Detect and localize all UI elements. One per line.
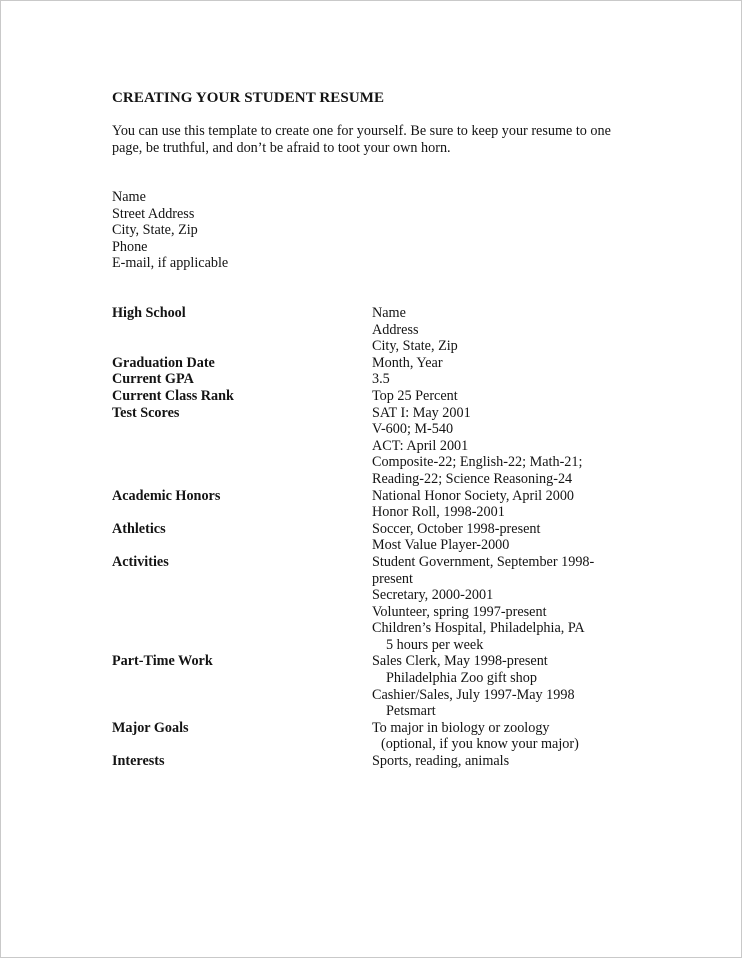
section-value <box>372 488 574 521</box>
value-line: Reading-22; Science Reasoning-24 <box>372 470 573 487</box>
section-label: High School <box>112 305 186 321</box>
value-line: 3.5 <box>372 371 390 388</box>
value-line: Honor Roll, 1998-2001 <box>372 504 505 521</box>
value-line: To major in biology or zoology <box>372 719 550 736</box>
section-label: Current Class Rank <box>112 387 234 404</box>
value-line: V-600; M-540 <box>372 421 454 438</box>
section-value <box>372 388 458 405</box>
contact-email: E-mail, if applicable <box>112 255 229 272</box>
value-line: Soccer, October 1998-present <box>372 520 541 537</box>
section-value <box>372 371 390 388</box>
section-activities <box>112 554 594 654</box>
value-line: Sales Clerk, May 1998-present <box>372 653 548 670</box>
section-current-gpa <box>112 371 594 388</box>
section-value <box>372 355 443 372</box>
section-label: Part-Time Work <box>112 653 213 670</box>
section-label: Activities <box>112 553 169 570</box>
value-line: Cashier/Sales, July 1997-May 1998 <box>372 686 575 703</box>
section-label: Major Goals <box>112 719 189 736</box>
value-line: Petsmart <box>386 703 436 720</box>
section-graduation-date <box>112 355 594 372</box>
value-line: Student Government, September 1998- <box>372 553 595 570</box>
value-line: Composite-22; English-22; Math-21; <box>372 454 583 471</box>
contact-name: Name <box>112 189 146 205</box>
value-line: (optional, if you know your major) <box>381 736 579 753</box>
section-value <box>372 554 594 654</box>
contact-street: Street Address <box>112 205 195 222</box>
section-label: Athletics <box>112 520 166 537</box>
value-line: Philadelphia Zoo gift shop <box>386 670 537 687</box>
value-line: present <box>372 570 413 587</box>
value-line: Top 25 Percent <box>372 387 458 404</box>
section-test-scores <box>112 405 594 488</box>
value-line: City, State, Zip <box>372 338 458 355</box>
section-major-goals <box>112 720 594 753</box>
value-line: Address <box>372 321 419 338</box>
section-part-time-work <box>112 653 594 719</box>
section-value <box>372 753 509 770</box>
value-line: Sports, reading, animals <box>372 753 510 770</box>
value-line: National Honor Society, April 2000 <box>372 487 575 504</box>
intro-line: page, be truthful, and don’t be afraid to toot your own horn. <box>112 140 451 156</box>
section-academic-honors <box>112 488 594 521</box>
contact-city: City, State, Zip <box>112 222 198 239</box>
section-label: Graduation Date <box>112 354 215 371</box>
contact-phone: Phone <box>112 238 148 255</box>
section-label: Test Scores <box>112 404 180 421</box>
value-line: Children’s Hospital, Philadelphia, PA <box>372 620 585 637</box>
value-line: Secretary, 2000-2001 <box>372 587 494 604</box>
section-athletics <box>112 521 594 554</box>
section-value <box>372 405 582 488</box>
value-line: SAT I: May 2001 <box>372 404 471 421</box>
section-value <box>372 653 575 719</box>
section-label: Interests <box>112 753 165 770</box>
section-high-school <box>112 305 594 355</box>
section-value <box>372 521 540 554</box>
section-label: Current GPA <box>112 371 194 388</box>
section-class-rank <box>112 388 594 405</box>
intro-line: You can use this template to create one for yourself. Be sure to keep your resume to one <box>112 123 611 139</box>
value-line: Name <box>372 305 406 321</box>
section-interests <box>112 753 594 770</box>
page-title: CREATING YOUR STUDENT RESUME <box>112 90 385 106</box>
value-line: Volunteer, spring 1997-present <box>372 603 547 620</box>
value-line: Month, Year <box>372 354 443 371</box>
value-line: ACT: April 2001 <box>372 437 469 454</box>
section-label: Academic Honors <box>112 487 221 504</box>
contact-block <box>112 189 228 272</box>
section-value <box>372 305 458 355</box>
intro-paragraph <box>112 123 652 157</box>
value-line: 5 hours per week <box>386 636 484 653</box>
value-line: Most Value Player-2000 <box>372 537 510 554</box>
section-value <box>372 720 579 753</box>
resume-sections <box>112 305 594 770</box>
